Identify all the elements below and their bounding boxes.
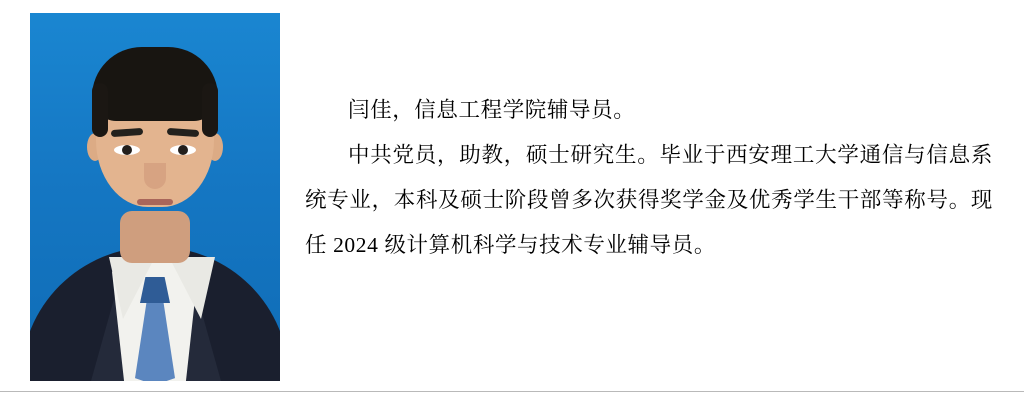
portrait-photo-image [30,13,280,381]
eye-left [114,145,140,155]
hair-shape [92,47,218,121]
footer-divider [0,391,1024,392]
eye-right [170,145,196,155]
pupil-right [178,145,188,155]
biography-text-block [305,88,993,268]
hair-side-right [202,83,218,137]
mouth-shape [137,199,173,205]
nose-shape [144,163,166,189]
bio-paragraph-1: 闫佳，信息工程学院辅导员。 [348,98,636,122]
hair-side-left [92,83,108,137]
collar-right [169,257,215,319]
portrait-photo [30,13,280,381]
neck-shape [120,211,190,263]
bio-paragraph-2: 中共党员，助教，硕士研究生。毕业于西安理工大学通信与信息系统专业，本科及硕士阶段曾多次获得奖学金及优秀学生干部等称号。现任 2024 级计算机科学与技术专业辅导员。 [305,143,993,257]
pupil-left [122,145,132,155]
